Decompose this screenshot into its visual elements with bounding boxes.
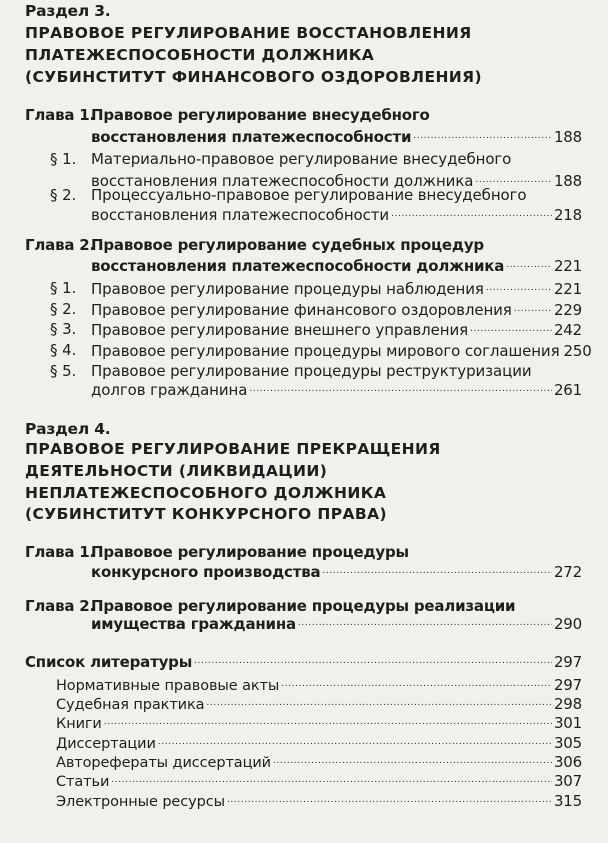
s4-chapter1-entry[interactable]	[91, 562, 582, 581]
s3-ch1-par2-number: § 2.	[50, 186, 77, 204]
s3-chapter1-number: Глава 1.	[25, 106, 96, 124]
bibliography-item-page: 297	[553, 675, 582, 694]
dot-leader	[206, 694, 552, 709]
bibliography-item-2[interactable]	[56, 694, 582, 713]
bibliography-entry[interactable]	[25, 652, 582, 671]
s4-chapter2-number: Глава 2.	[25, 597, 96, 615]
s3-ch2-par3-line1: Правовое регулирование внешнего управления	[91, 321, 469, 339]
s3-ch2-par1-page: 221	[553, 280, 582, 298]
s3-ch2-par5-number: § 5.	[50, 362, 77, 380]
s3-ch2-par3-number: § 3.	[50, 320, 77, 338]
s3-chapter1-title-line2: восстановления платежеспособности	[91, 128, 412, 146]
s3-chapter1-page: 188	[553, 128, 582, 146]
bibliography-item-label: Нормативные правовые акты	[56, 677, 280, 694]
bibliography-item-page: 315	[553, 791, 582, 810]
s3-ch2-par1-entry[interactable]	[91, 279, 582, 298]
s3-ch2-par5-page: 261	[553, 381, 582, 399]
s3-ch1-par2-page: 218	[553, 206, 582, 224]
section3-title-line-1: ПРАВОВОЕ РЕГУЛИРОВАНИЕ ВОССТАНОВЛЕНИЯ	[25, 24, 472, 42]
s3-ch2-par2-page: 229	[553, 301, 582, 319]
bibliography-item-1[interactable]	[56, 675, 582, 694]
bibliography-item-label: Диссертации	[56, 735, 156, 752]
s3-chapter2-entry[interactable]	[91, 256, 582, 275]
s3-ch2-par5-entry[interactable]	[91, 380, 582, 399]
dot-leader	[486, 279, 552, 294]
dot-leader	[227, 791, 552, 806]
s3-ch2-par2-line1: Правовое регулирование финансового оздоровления	[91, 301, 512, 319]
bibliography-item-4[interactable]	[56, 733, 582, 752]
dot-leader	[298, 614, 552, 629]
dot-leader	[475, 171, 552, 186]
dot-leader	[413, 127, 552, 142]
bibliography-item-7[interactable]	[56, 791, 582, 810]
section4-title-line-2: ДЕЯТЕЛЬНОСТИ (ЛИКВИДАЦИИ)	[25, 462, 328, 480]
section3-label: Раздел 3.	[25, 2, 111, 20]
s3-ch2-par3-entry[interactable]	[91, 320, 582, 339]
bibliography-item-label: Статьи	[56, 773, 110, 790]
bibliography-item-5[interactable]	[56, 752, 582, 771]
s3-chapter2-page: 221	[553, 257, 582, 275]
s3-ch1-par1-page: 188	[553, 172, 582, 190]
dot-leader	[391, 205, 552, 220]
bibliography-item-page: 301	[553, 713, 582, 732]
s3-ch2-par2-number: § 2.	[50, 300, 77, 318]
s3-ch1-par2-line1: Процессуально-правовое регулирование внесудебного	[91, 186, 527, 204]
dot-leader	[194, 652, 552, 667]
bibliography-item-3[interactable]	[56, 713, 582, 732]
bibliography-item-page: 307	[553, 771, 582, 790]
bibliography-item-label: Электронные ресурсы	[56, 793, 225, 810]
s3-chapter1-title-line1: Правовое регулирование внесудебного	[91, 106, 430, 124]
dot-leader	[104, 713, 552, 728]
section4-title-line-4: (СУБИНСТИТУТ КОНКУРСНОГО ПРАВА)	[25, 505, 387, 523]
dot-leader	[249, 380, 552, 395]
bibliography-item-page: 298	[553, 694, 582, 713]
dot-leader	[273, 752, 552, 767]
s3-ch2-par4-line1: Правовое регулирование процедуры мирового соглашения	[91, 342, 560, 360]
section4-title-line-3: НЕПЛАТЕЖЕСПОСОБНОГО ДОЛЖНИКА	[25, 484, 387, 502]
s3-ch2-par3-page: 242	[553, 321, 582, 339]
bibliography-item-page: 305	[553, 733, 582, 752]
s3-ch2-par4-entry[interactable]	[91, 341, 592, 360]
s3-chapter2-title-line1: Правовое регулирование судебных процедур	[91, 236, 484, 254]
s4-chapter1-title-line1: Правовое регулирование процедуры	[91, 543, 409, 561]
s4-chapter1-page: 272	[553, 563, 582, 581]
bibliography-title: Список литературы	[25, 653, 193, 671]
s3-chapter1-entry[interactable]	[91, 127, 582, 146]
s3-ch1-par1-number: § 1.	[50, 150, 77, 168]
s4-chapter2-title-line2: имущества гражданина	[91, 615, 296, 633]
s3-ch2-par5-line1: Правовое регулирование процедуры реструктуризации	[91, 362, 532, 380]
bibliography-page: 297	[553, 653, 582, 671]
dot-leader	[470, 320, 552, 335]
section4-title-line-1: ПРАВОВОЕ РЕГУЛИРОВАНИЕ ПРЕКРАЩЕНИЯ	[25, 440, 441, 458]
s3-ch2-par2-entry[interactable]	[91, 300, 582, 319]
dot-leader	[322, 562, 552, 577]
dot-leader	[281, 675, 552, 690]
s3-ch1-par1-line2: восстановления платежеспособности должника	[91, 172, 474, 190]
s4-chapter2-title-line1: Правовое регулирование процедуры реализации	[91, 597, 516, 615]
s3-chapter2-number: Глава 2.	[25, 236, 96, 254]
s3-ch2-par4-number: § 4.	[50, 341, 77, 359]
section3-title-line-2: ПЛАТЕЖЕСПОСОБНОСТИ ДОЛЖНИКА	[25, 46, 375, 64]
bibliography-item-label: Книги	[56, 715, 102, 732]
s4-chapter1-title-line2: конкурсного производства	[91, 563, 321, 581]
bibliography-item-page: 306	[553, 752, 582, 771]
section3-title-line-3: (СУБИНСТИТУТ ФИНАНСОВОГО ОЗДОРОВЛЕНИЯ)	[25, 68, 483, 86]
dot-leader	[506, 256, 552, 271]
dot-leader	[111, 771, 552, 786]
s4-chapter1-number: Глава 1.	[25, 543, 96, 561]
s3-ch2-par5-line2: долгов гражданина	[91, 381, 248, 399]
s4-chapter2-entry[interactable]	[91, 614, 582, 633]
s3-ch2-par1-number: § 1.	[50, 279, 77, 297]
s3-ch2-par1-line1: Правовое регулирование процедуры наблюдения	[91, 280, 484, 298]
bibliography-item-label: Судебная практика	[56, 696, 205, 713]
dot-leader	[158, 733, 552, 748]
s3-ch1-par1-line1: Материально-правовое регулирование внесудебного	[91, 150, 512, 168]
bibliography-item-label: Автореферaты диссертаций	[56, 754, 271, 771]
bibliography-item-6[interactable]	[56, 771, 582, 790]
s3-ch1-par2-entry[interactable]	[91, 205, 582, 224]
s3-chapter2-title-line2: восстановления платежеспособности должника	[91, 257, 505, 275]
dot-leader	[514, 300, 552, 315]
section4-label: Раздел 4.	[25, 420, 111, 438]
s4-chapter2-page: 290	[553, 615, 582, 633]
s3-ch2-par4-page: 250	[563, 342, 592, 360]
s3-ch1-par2-line2: восстановления платежеспособности	[91, 206, 390, 224]
